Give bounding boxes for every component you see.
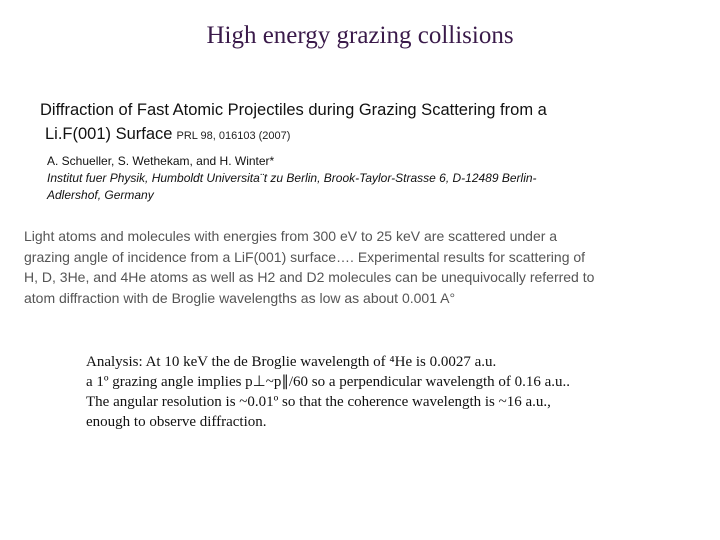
analysis (86, 352, 686, 432)
paper-authors: A. Schueller, S. Wethekam, and H. Winter* (47, 154, 275, 168)
abstract-line: grazing angle of incidence from a LiF(001) surface…. Experimental results for scattering of (24, 248, 586, 265)
paper-affiliation-line-2: Adlershof, Germany (47, 188, 154, 202)
paper-title-surface: Li.F(001) Surface (45, 125, 173, 143)
analysis-line: Analysis: At 10 keV the de Broglie wavelength of ⁴He is 0.0027 a.u. (86, 354, 497, 370)
paper-reference: PRL 98, 016103 (2007) (176, 130, 291, 142)
paper-authors-block (47, 153, 687, 204)
analysis-line: The angular resolution is ~0.01º so that the coherence wavelength is ~16 a.u., (86, 394, 551, 410)
slide-title: High energy grazing collisions (206, 22, 514, 49)
abstract (24, 226, 704, 308)
paper-title-line-2 (40, 122, 700, 148)
paper-title (40, 98, 700, 148)
abstract-line: atom diffraction with de Broglie wavelengths as low as about 0.001 A° (24, 289, 456, 306)
analysis-line: enough to observe diffraction. (86, 414, 267, 430)
paper-title-line-1: Diffraction of Fast Atomic Projectiles during Grazing Scattering from a (40, 101, 547, 119)
paper-affiliation-line-1: Institut fuer Physik, Humboldt Universita¨t zu Berlin, Brook-Taylor-Strasse 6, D-12489 Berlin- (47, 171, 537, 185)
abstract-line: H, D, 3He, and 4He atoms as well as H2 and D2 molecules can be unequivocally referred to (24, 269, 595, 285)
analysis-line: a 1º grazing angle implies p⊥~p∥/60 so a perpendicular wavelength of 0.16 a.u.. (86, 374, 571, 390)
abstract-line: Light atoms and molecules with energies from 300 eV to 25 keV are scattered under a (24, 228, 558, 244)
